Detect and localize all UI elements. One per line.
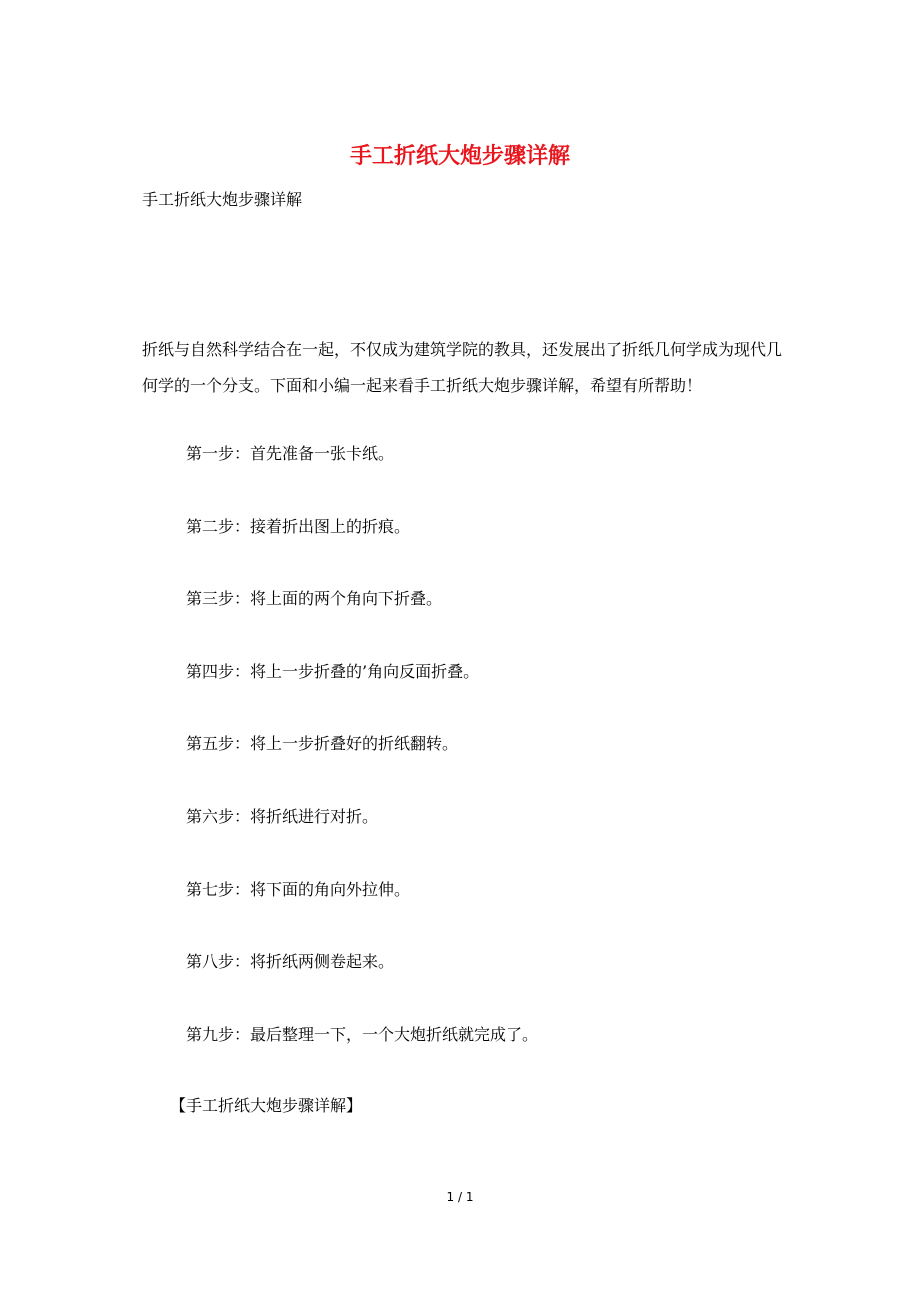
document-subtitle: 手工折纸大炮步骤详解 [142,190,303,209]
step-item: 第四步：将上一步折叠的’角向反面折叠。 [186,661,480,681]
step-item: 第八步：将折纸两侧卷起来。 [186,952,395,972]
step-item: 第一步：首先准备一张卡纸。 [186,444,395,463]
page-number: 1 / 1 [446,1190,474,1204]
document-title: 手工折纸大炮步骤详解 [349,143,570,169]
step-item: 第六步：将折纸进行对折。 [186,806,379,826]
step-item: 第五步：将上一步折叠好的折纸翻转。 [186,734,459,754]
footer-title: 【手工折纸大炮步骤详解】 [170,1096,363,1115]
steps-list [186,440,538,1093]
step-item: 第三步：将上面的两个角向下折叠。 [186,589,443,609]
step-item: 第二步：接着折出图上的折痕。 [186,516,411,536]
step-item: 第九步：最后整理一下，一个大炮折纸就完成了。 [186,1024,539,1044]
intro-paragraph: 折纸与自然科学结合在一起，不仅成为建筑学院的教具，还发展出了折纸几何学成为现代几何学的一个分支。下面和小编一起来看手工折纸大炮步骤详解，希望有所帮助！ [142,340,783,395]
step-item: 第七步：将下面的角向外拉伸。 [186,879,411,899]
